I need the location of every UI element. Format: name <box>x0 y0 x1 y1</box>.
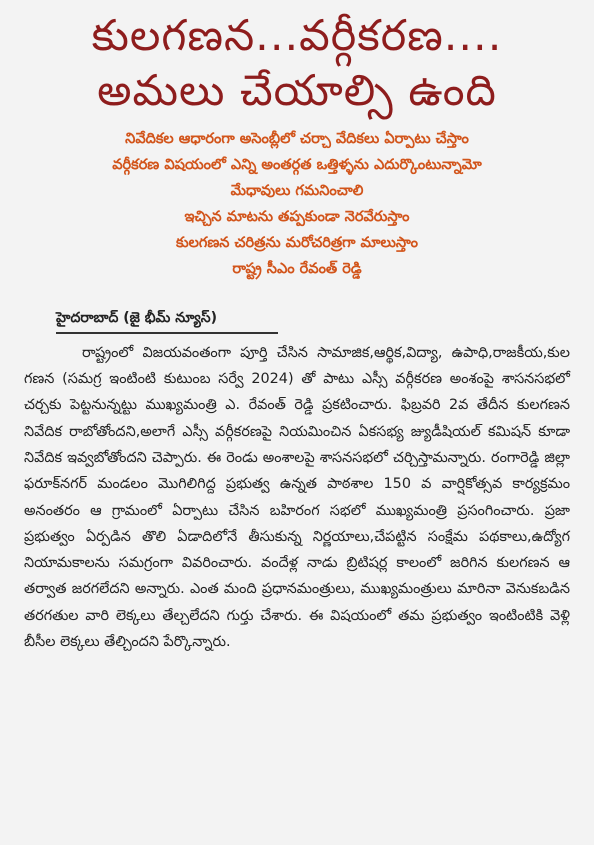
subheading: మేధావులు గమనించాలి <box>230 183 364 200</box>
dateline: హైదరాబాద్ (జై భీమ్ న్యూస్) <box>56 310 218 327</box>
dateline-underline <box>56 332 278 334</box>
subheading-attribution: రాష్ట్ర సీఎం రేవంత్ రెడ్డి <box>232 261 362 278</box>
subheading: వర్గీకరణ విషయంలో ఎన్ని అంతర్గత ఒత్తిళ్ళను ఎదుర్కొంటున్నామో <box>112 157 482 174</box>
subheadings <box>24 126 570 282</box>
headline-line-1: కులగణన...వర్గీకరణ.... <box>91 11 503 61</box>
subheading: ఇచ్చిన మాటను తప్పకుండా నెరవేరుస్తాం <box>184 209 410 226</box>
headline <box>24 11 570 117</box>
subheading: నివేదికల ఆధారంగా అసెంబ్లీలో చర్చా వేదికలు ఏర్పాటు చేస్తాం <box>125 131 469 148</box>
headline-line-2: అమలు చేయాల్సి ఉంది <box>97 66 497 117</box>
subheading: కులగణన చరిత్రను మరోచరిత్రగా మాలుస్తాం <box>176 235 418 252</box>
article-body: రాష్ట్రంలో విజయవంతంగా పూర్తి చేసిన సామాజిక,ఆర్థిక,విద్యా, ఉపాధి,రాజకీయ,కుల గణన (సమగ్ర ఇంటింటి కుటుంబ సర్వే 2024) తో పాటు ఎస్సీ వర్గీకరణ అంశంపై శాసనసభలో చర్చకు పెట్టనున్నట్టు ముఖ్యమంత్రి ఎ. రేవంత్ రెడ్డి ప్రకటించారు. ఫిబ్రవరి 2వ తేదీన కులగణన నివేదిక రాబోతోందని,అలాగే ఎస్సీ వర్గీకరణపై నియమించిన ఏకసభ్య జ్యుడీషియల్ కమిషన్ కూడా నివేదిక ఇవ్వబోతోందని చెప్పారు. ఈ రెండు అంశాలపై శాసనసభలో చర్చిస్తామన్నారు. రంగారెడ్డి జిల్లా ఫరూక్‌నగర్ మండలం మొగిలిగిద్ద ప్రభుత్వ ఉన్నత పాఠశాల 150 వ వార్షికోత్సవ కార్యక్రమం అనంతరం ఆ గ్రామంలో ఏర్పాటు చేసిన బహిరంగ సభలో ముఖ్యమంత్రి ప్రసంగించారు. ప్రజా ప్రభుత్వం ఏర్పడిన తొలి ఏడాదిలోనే తీసుకున్న నిర్ణయాలు,చేపట్టిన సంక్షేమ పథకాలు,ఉద్యోగ నియామకాలను సమగ్రంగా వివరించారు. వందేళ్ల నాడు బ్రిటిషర్ల కాలంలో జరిగిన కులగణన ఆ తర్వాత జరగలేదని అన్నారు. ఎంత మంది ప్రధానమంత్రులు, ముఖ్యమంత్రులు మారినా వెనుకబడిన తరగతుల వారి లెక్కలు తేల్చలేదని గుర్తు చేశారు. ఈ విషయంలో తమ ప్రభుత్వం ఇంటింటికి వెళ్లి బీసీల లెక్కలు తేల్చిందని పేర్కొన్నారు. <box>24 344 570 651</box>
